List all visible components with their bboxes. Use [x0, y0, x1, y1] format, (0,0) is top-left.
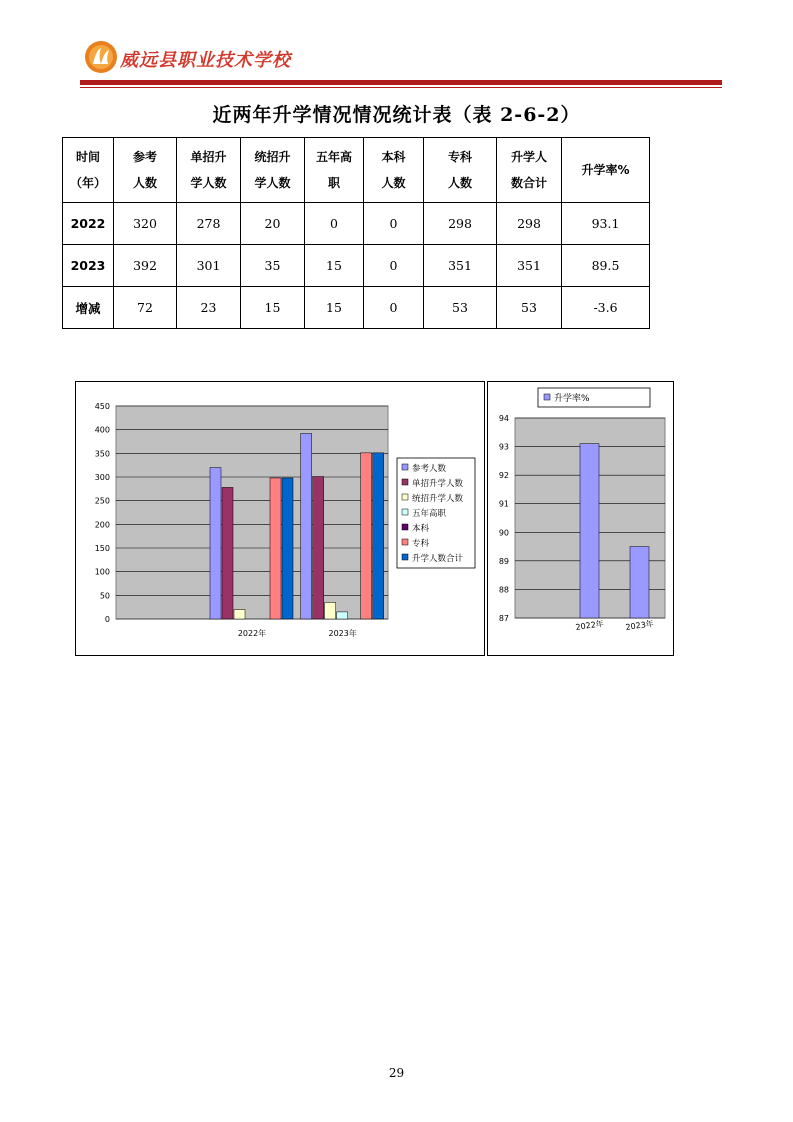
table-cell: 2023 — [63, 245, 114, 287]
enrollment-bar-chart — [76, 382, 484, 655]
bar — [234, 610, 245, 619]
y-tick-label: 100 — [94, 567, 110, 577]
table-cell: 0 — [364, 287, 424, 329]
table-row — [63, 203, 650, 245]
bar — [313, 477, 324, 619]
y-tick-label: 87 — [498, 614, 509, 623]
table-cell: 35 — [241, 245, 305, 287]
school-logo-icon — [84, 40, 118, 74]
y-tick-label: 94 — [498, 414, 509, 423]
table-cell: 15 — [305, 287, 364, 329]
table-cell: 23 — [177, 287, 241, 329]
x-tick-label: 2022年 — [574, 619, 605, 632]
y-tick-label: 200 — [94, 520, 110, 530]
bar — [580, 444, 599, 618]
header-cell: 五年高 职 — [305, 138, 364, 203]
plot-area — [116, 406, 388, 619]
legend-label: 升学人数合计 — [412, 554, 464, 564]
y-tick-label: 91 — [498, 499, 509, 509]
table-cell: 53 — [424, 287, 497, 329]
y-tick-label: 50 — [99, 591, 110, 601]
table-title: 近两年升学情况情况统计表（表 2-6-2） — [212, 104, 581, 126]
table-cell: 0 — [364, 245, 424, 287]
legend-swatch — [402, 479, 408, 485]
legend-label: 五年高职 — [412, 509, 447, 519]
table-cell: 增减 — [63, 287, 114, 329]
y-tick-label: 450 — [94, 402, 110, 411]
legend-swatch — [402, 524, 408, 530]
y-tick-label: 250 — [94, 496, 110, 506]
bar — [337, 612, 348, 619]
y-tick-label: 88 — [498, 585, 509, 595]
table-cell: 298 — [497, 203, 562, 245]
bar — [222, 487, 233, 619]
legend-label: 升学率% — [554, 394, 590, 404]
y-tick-label: 89 — [498, 556, 509, 566]
table-cell: 0 — [305, 203, 364, 245]
y-tick-label: 0 — [104, 615, 110, 624]
table-cell: 93.1 — [562, 203, 650, 245]
bar — [282, 478, 293, 619]
table-cell: 351 — [497, 245, 562, 287]
rate-bar-chart-frame — [487, 381, 674, 656]
x-tick-label: 2023年 — [624, 619, 655, 632]
enrollment-stats-table — [62, 137, 650, 329]
legend-swatch — [402, 494, 408, 500]
header-rule — [80, 80, 722, 85]
header-cell: 参考 人数 — [114, 138, 177, 203]
legend-swatch — [402, 509, 408, 515]
header-cell: 升学人 数合计 — [497, 138, 562, 203]
y-tick-label: 92 — [498, 471, 509, 481]
header-cell: 本科 人数 — [364, 138, 424, 203]
x-tick-label: 2022年 — [237, 629, 267, 638]
bar — [301, 433, 312, 619]
y-tick-label: 300 — [94, 473, 110, 482]
legend-label: 参考人数 — [412, 464, 447, 474]
enrollment-bar-chart-frame — [75, 381, 485, 656]
legend-swatch — [402, 539, 408, 545]
table-cell: 20 — [241, 203, 305, 245]
x-tick-label: 2023年 — [328, 629, 357, 638]
bar — [630, 547, 649, 618]
table-cell: 15 — [241, 287, 305, 329]
y-tick-label: 400 — [94, 425, 110, 435]
legend-swatch — [402, 554, 408, 560]
table-cell: -3.6 — [562, 287, 650, 329]
table-cell: 301 — [177, 245, 241, 287]
header-cell: 专科 人数 — [424, 138, 497, 203]
bar — [270, 478, 281, 619]
rate-bar-chart — [488, 382, 673, 655]
header-cell: 统招升 学人数 — [241, 138, 305, 203]
y-tick-label: 90 — [498, 528, 509, 538]
bar — [361, 453, 372, 619]
bar — [373, 453, 384, 619]
table-cell: 392 — [114, 245, 177, 287]
table-header-row — [63, 138, 650, 203]
legend-label: 专科 — [412, 539, 430, 549]
legend-label: 统招升学人数 — [412, 494, 464, 504]
table-row — [63, 245, 650, 287]
table-cell: 53 — [497, 287, 562, 329]
y-tick-label: 93 — [498, 442, 509, 452]
bar — [325, 602, 336, 619]
header-cell: 时间 （年） — [63, 138, 114, 203]
table-cell: 2022 — [63, 203, 114, 245]
table-cell: 72 — [114, 287, 177, 329]
table-cell: 278 — [177, 203, 241, 245]
legend-swatch — [544, 394, 550, 400]
school-name: 威远县职业技术学校 — [120, 50, 291, 71]
table-cell: 320 — [114, 203, 177, 245]
header-cell: 单招升 学人数 — [177, 138, 241, 203]
legend-label: 本科 — [412, 524, 430, 534]
header-cell: 升学率% — [562, 138, 650, 203]
table-cell: 89.5 — [562, 245, 650, 287]
y-tick-label: 350 — [94, 449, 110, 459]
legend-swatch — [402, 464, 408, 470]
header-rule-thin — [80, 87, 722, 88]
table-cell: 351 — [424, 245, 497, 287]
bar — [210, 468, 221, 619]
table-cell: 15 — [305, 245, 364, 287]
y-tick-label: 150 — [94, 544, 110, 553]
table-cell: 0 — [364, 203, 424, 245]
table-cell: 298 — [424, 203, 497, 245]
page-number: 29 — [388, 1066, 405, 1080]
table-row — [63, 287, 650, 329]
legend-label: 单招升学人数 — [412, 479, 464, 489]
